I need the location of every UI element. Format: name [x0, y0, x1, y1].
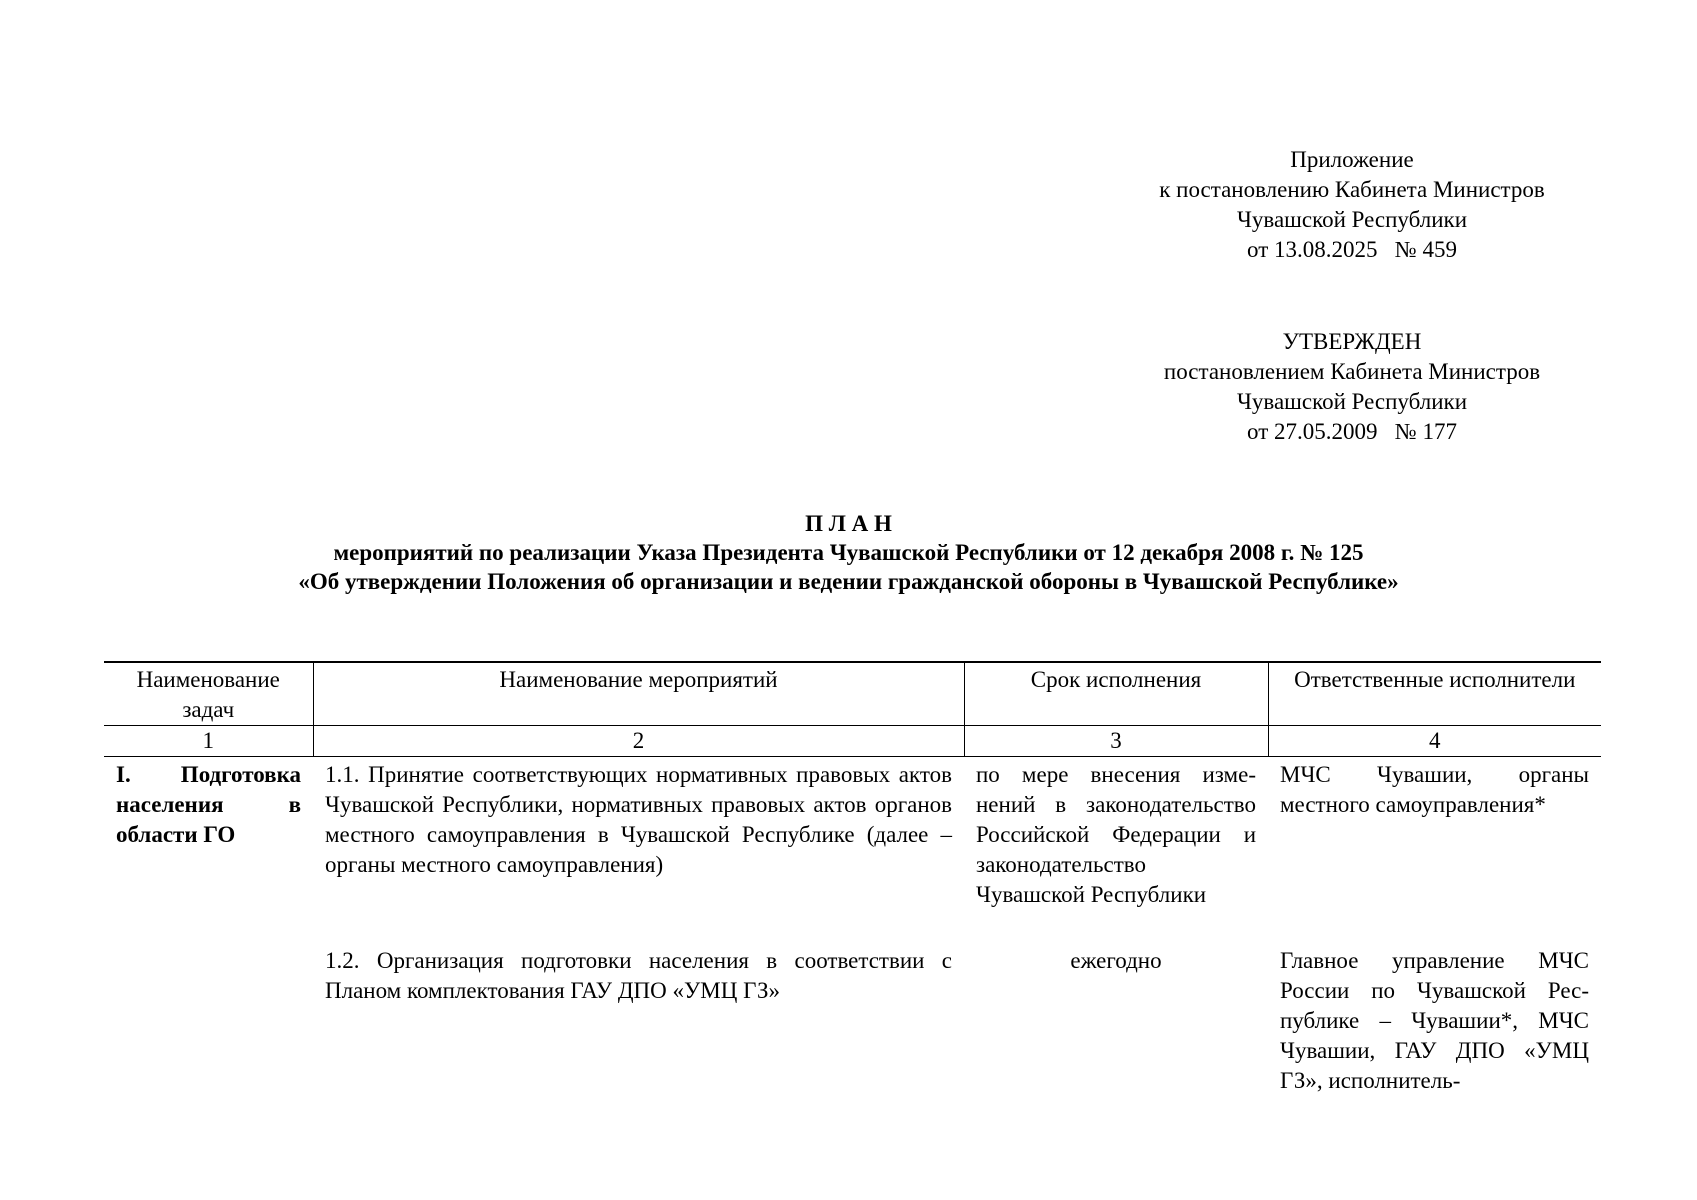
plan-title: П Л А Н — [805, 511, 892, 536]
term-cell — [964, 943, 1268, 1096]
appendix-republic: Чувашской Республики — [1236, 207, 1468, 232]
column-number: 2 — [313, 726, 964, 757]
header-responsible: Ответственные исполнители — [1268, 662, 1601, 726]
term-text: ежегодно — [1070, 948, 1162, 973]
plan-subtitle: мероприятий по реализации Указа Президента Чувашской Республики от 12 декабря 2008 г. № 125 — [333, 540, 1364, 565]
plan-table — [104, 661, 1601, 1096]
approved-reference: постановлением Кабинета Министров — [1163, 359, 1541, 384]
approved-stamp — [1112, 327, 1592, 447]
table-row — [104, 757, 1601, 911]
measure-cell — [313, 943, 964, 1096]
column-number: 4 — [1268, 726, 1601, 757]
task-title: I. Подготовка населения в области ГО — [116, 762, 301, 847]
task-cell — [104, 757, 313, 1097]
appendix-date-number: от 13.08.2025 № 459 — [1247, 237, 1457, 262]
term-text: по мере внесения изменений в законодательство Российской Федерации и законодательство Чувашской Республики — [976, 762, 1256, 907]
header-term: Срок исполнения — [964, 662, 1268, 726]
appendix-reference: к постановлению Кабинета Министров — [1159, 177, 1545, 202]
responsible-text: Главное управление МЧС России по Чувашской Республике – Чувашии*, МЧС Чувашии, ГАУ ДПО «УМЦ ГЗ», исполнитель- — [1280, 948, 1589, 1093]
header-tasks: Наименование задач — [104, 662, 313, 726]
document-heading — [100, 509, 1597, 596]
measure-cell — [313, 757, 964, 911]
term-cell — [964, 757, 1268, 911]
responsible-text: МЧС Чувашии, органы местного самоуправления* — [1280, 762, 1589, 817]
column-number: 1 — [104, 726, 313, 757]
approved-republic: Чувашской Республики — [1236, 389, 1468, 414]
column-number-row — [104, 726, 1601, 757]
responsible-cell — [1268, 943, 1601, 1096]
header-measures: Наименование мероприятий — [313, 662, 964, 726]
measure-text: 1.2. Организация подготовки населения в соответствии с Планом комплектования ГАУ ДПО «УМЦ ГЗ» — [325, 948, 952, 1003]
table-header-row — [104, 662, 1601, 726]
responsible-cell — [1268, 757, 1601, 911]
appendix-label: Приложение — [1290, 147, 1414, 172]
appendix-stamp — [1112, 145, 1592, 265]
measure-text: 1.1. Принятие соответствующих нормативных правовых актов Чувашской Республики, нормативных правовых актов органов местного самоуправления в Чувашской Республике (далее – органы местного самоуправления) — [325, 762, 952, 877]
plan-decree-name: «Об утверждении Положения об организации и ведении гражданской обороны в Чувашской Республике» — [298, 569, 1399, 594]
approved-date-number: от 27.05.2009 № 177 — [1247, 419, 1457, 444]
row-spacer — [104, 910, 1601, 943]
table-row — [104, 943, 1601, 1096]
column-number: 3 — [964, 726, 1268, 757]
approved-label: УТВЕРЖДЕН — [1282, 329, 1422, 354]
